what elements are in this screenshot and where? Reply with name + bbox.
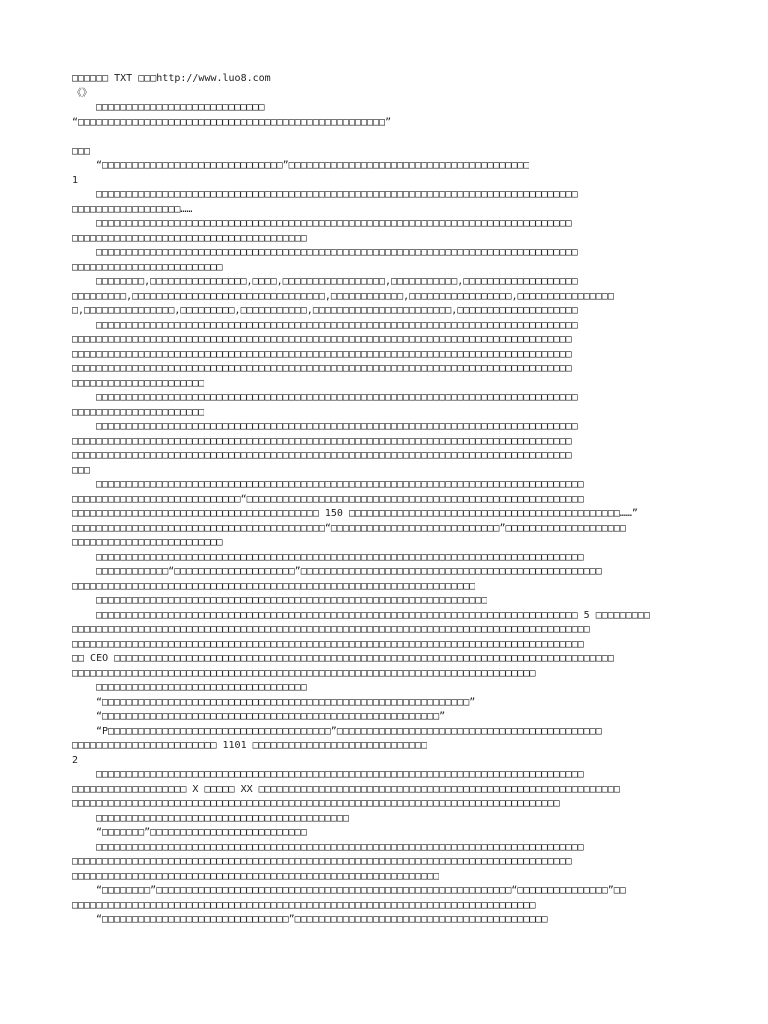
text-line (72, 464, 90, 478)
line-text: □□□□□□□□□□□□□□□□□□□□□□□□□□□□□□□□□□□ (96, 682, 307, 693)
line-text: □□□□□□□□□□□□□□□□□□□□□□□□□□□□□□□□□□□□□□□□□□□□□□□□□□□□□□□□□□□□□□□□□□□□□□□□□□□□□□□□□□□□□ (72, 638, 584, 650)
line-text: □□□□□□□□□□□□□□□□□□□□□□□□□□□□□□□□□□□□□□□ (72, 232, 307, 244)
text-line (96, 884, 626, 898)
text-line (96, 420, 578, 434)
line-text: “P□□□□□□□□□□□□□□□□□□□□□□□□□□□□□□□□□□□□□”□□□□□□□□□□□□□□□□□□□□□□□□□□□□□□□□□□□□□□□□□□□□ (96, 725, 602, 737)
text-line (72, 667, 536, 681)
line-text: □□□□□□□□□□□□□□□□□□□□□□□□□□□□□□□□□□□□□□□□□□“□□□□□□□□□□□□□□□□□□□□□□□□□□□□”□□□□□□□□□□□□□□□□□□□□ (72, 522, 626, 534)
text-line (72, 333, 572, 347)
text-line (72, 493, 584, 507)
text-line (72, 348, 572, 362)
line-text: □□□□□□□□□□□□□□□□□□□□□□□□□□□□□□□□□□□□□□□□□□□□□□□□□□□□□□□□□□□□□□□□□□□□□□□□□□□□□□□□ 5 □□□□□□□□□ (96, 609, 650, 621)
line-text: □□□□□□□□□□□□□□□□□□□□□□□□□□□□□□□□□□□□□□□□□□□□□□□□□□□□□□□□□□□□□□□□□□□□□□□□□□□□□□□□ (96, 319, 578, 331)
line-text: □□□□□□□□□□□□□□□□□□□□□□□□□□□□□□□□□□□□□□□□□□□□□□□□□□□□□□□□□□□□□□□□□□□ (72, 580, 476, 592)
line-text: □□□□□□□□□□□□□□□□□□…… (72, 203, 193, 215)
text-line (96, 551, 584, 565)
text-line (96, 159, 529, 173)
text-line (96, 609, 650, 623)
text-line (96, 768, 584, 782)
line-text: □□□□□□□□□□□□□□□□□□□□□□□□□□□□□□□□□□□□□□□□□□□□□□□□□□□□□□□□□□□□□□□□□□□□□□□□□□□□□□□□□□□ (72, 348, 572, 360)
line-text: □□□□□□□□□□□□□□□□□□□□□□□□□□□□□□□□□□□□□□□□□□□□□□□□□□□□□□□□□□□□□□□□□ (96, 595, 488, 606)
line-text: □□□□□□□□□□□□□□□□□□□□□□□□□ (72, 261, 223, 273)
line-text: □□□□□□□□□□□□□□□□□□□□□□□□□□□□□□□□□□□□□□□□□□□□□□□□□□□□□□□□□□□□□□□□□□□□□□□□□□□□□□□□□□□ (72, 450, 572, 461)
text-line (96, 217, 572, 231)
text-line (72, 522, 626, 536)
text-line (72, 406, 204, 420)
line-text: □□□□□□ TXT □□□http://www.luo8.com (72, 73, 271, 84)
line-text: □□□□□□□□□□□□□□□□□□□□□□□□□□□□□□□□□□□□□□□□□□□□□□□□□□□□□□□□□□□□□□□□□□□□□□□□□□□□□□□□□ (72, 798, 560, 809)
line-text: □□□□□□□□□□□□□□□□□□□□□□ (72, 406, 205, 418)
line-text: 《》 (72, 87, 92, 99)
line-text: □□□□□□□□□□□□□□□□□□□□□□□□□ (72, 537, 223, 548)
text-line (72, 435, 572, 449)
text-line (96, 681, 307, 695)
line-text: □□□ (72, 145, 91, 157)
line-text: □□□□□□□□□□□□□□□□□□□□□□□□□□□□“□□□□□□□□□□□□□□□□□□□□□□□□□□□□□□□□□□□□□□□□□□□□□□□□□□□□□□□□ (72, 493, 584, 505)
text-line (96, 478, 584, 492)
text-line (72, 304, 578, 318)
line-text: □□□□□□□□□□□□□□□□□□□□□□□□□□□□□□□□□□□□□□□□□□□□□□□□□□□□□□□□□□□□□□□□□□□□□□□□□□□□□ (72, 667, 536, 679)
text-line (72, 797, 560, 811)
line-text: □□□□□□□□□□□□□□□□□□□□□□□□□□□□□□□□□□□□□□□□□□□□□□□□□□□□□□□□□□□□□□□□□□□□□□□□□□□□□□□□ (96, 392, 578, 403)
text-line (72, 87, 92, 101)
line-text: □□□□□□□□□□□□□□□□□□□□□□□□□□□□□□□□□□□□□□□□□□□□□□□□□□□□□□□□□□□□□□□□□□□□□□□□□□□□□□□□□ (96, 841, 584, 853)
line-text: “□□□□□□□□”□□□□□□□□□□□□□□□□□□□□□□□□□□□□□□□□□□□□□□□□□□□□□□□□□□□□□□□□□□□“□□□□□□□□□□□□□□□”□□ (96, 885, 626, 896)
text-line (96, 319, 578, 333)
text-line (72, 783, 620, 797)
line-text: □□□□□□□□□□□□□□□□□□□□□□□□□□□□□□□□□□□□□□□□□□ (96, 812, 349, 824)
text-line (72, 232, 307, 246)
text-line (72, 174, 78, 188)
line-text: 2 (72, 754, 79, 766)
text-line (72, 203, 192, 217)
line-text: □□□□□□□□□□□□□□□□□□□□□□□□□□□□□□□□□□□□□□□□□□□□□□□□□□□□□□□□□□□□□□□□□□□□□□□□□□□□□□□□□ (96, 769, 584, 780)
text-line (72, 623, 590, 637)
line-text: □□□□□□□□□□□□□□□□□□□□□□□□□□□□□□□□□□□□□□□□□□□□□□□□□□□□□□□□□□□□□□□□□□□□□□□□□□□□□□□□□□□ (72, 334, 572, 345)
text-line (96, 565, 602, 579)
text-line (96, 710, 445, 724)
line-text: 1 (72, 174, 79, 186)
line-text: □□□□□□□□□□□□□□□□□□□□□□□□ 1101 □□□□□□□□□□□□□□□□□□□□□□□□□□□□□ (72, 740, 428, 751)
text-line (72, 899, 536, 913)
text-line (72, 116, 391, 130)
line-text: □□□□□□□□□□□□□□□□□□□□□□□□□□□□□□□□□□□□□□□□□ 150 □□□□□□□□□□□□□□□□□□□□□□□□□□□□□□□□□□□□□□□□□□□□□……” (72, 508, 638, 519)
line-text: □□□□□□□□□□□□□□□□□□□□□□□□□□□□ (96, 102, 265, 113)
text-line (96, 275, 578, 289)
line-text: “□□□□□□□□□□□□□□□□□□□□□□□□□□□□□□□”□□□□□□□□□□□□□□□□□□□□□□□□□□□□□□□□□□□□□□□□□□ (96, 914, 548, 925)
line-text: □□□□□□□□□□□□“□□□□□□□□□□□□□□□□□□□□”□□□□□□□□□□□□□□□□□□□□□□□□□□□□□□□□□□□□□□□□□□□□□□□□□□ (96, 566, 602, 577)
text-line (96, 188, 578, 202)
line-text: “□□□□□□□□□□□□□□□□□□□□□□□□□□□□□□□□□□□□□□□□□□□□□□□□□□□□□□□□” (96, 711, 446, 722)
text-line (96, 913, 548, 927)
line-text: □□□□□□□□□□□□□□□□□□□□□□□□□□□□□□□□□□□□□□□□□□□□□□□□□□□□□□□□□□□□□□□□□□□□□□□□□□□□□□□□□□□□□□ (72, 624, 590, 635)
text-line (72, 290, 614, 304)
text-line (72, 638, 584, 652)
line-text: □□□□□□□□□□□□□□□□□□□ X □□□□□ XX □□□□□□□□□□□□□□□□□□□□□□□□□□□□□□□□□□□□□□□□□□□□□□□□□□□□□□□□□□□□ (72, 783, 620, 795)
line-text: □□□□□□□□□□□□□□□□□□□□□□□□□□□□□□□□□□□□□□□□□□□□□□□□□□□□□□□□□□□□□□□□□□□□□□□□□□□□□□□□ (96, 189, 578, 200)
line-text: □□ CEO □□□□□□□□□□□□□□□□□□□□□□□□□□□□□□□□□□□□□□□□□□□□□□□□□□□□□□□□□□□□□□□□□□□□□□□□□□□□□□□□□□□ (72, 653, 614, 664)
text-line (72, 72, 271, 86)
line-text: □□□ (72, 464, 91, 476)
line-text: □□□□□□□□□□□□□□□□□□□□□□□□□□□□□□□□□□□□□□□□□□□□□□□□□□□□□□□□□□□□□ (72, 870, 440, 882)
text-line (72, 652, 614, 666)
text-line (96, 841, 584, 855)
text-line (72, 580, 475, 594)
line-text: □□□□□□□□□□□□□□□□□□□□□□□□□□□□□□□□□□□□□□□□□□□□□□□□□□□□□□□□□□□□□□□□□□□□□□□□□□□□□□□□□□□ (72, 363, 572, 374)
text-line (72, 507, 638, 521)
text-line (96, 101, 265, 115)
text-line (72, 754, 78, 768)
text-line (72, 449, 572, 463)
line-text: □□□□□□□□□□□□□□□□□□□□□□□□□□□□□□□□□□□□□□□□□□□□□□□□□□□□□□□□□□□□□□□□□□□□□□□□□□□□□ (72, 899, 536, 911)
text-line (72, 739, 427, 753)
text-line (72, 261, 223, 275)
line-text: “□□□□□□□□□□□□□□□□□□□□□□□□□□□□□□”□□□□□□□□□□□□□□□□□□□□□□□□□□□□□□□□□□□□□□□□ (96, 160, 530, 171)
line-text: □□□□□□□□□□□□□□□□□□□□□□□□□□□□□□□□□□□□□□□□□□□□□□□□□□□□□□□□□□□□□□□□□□□□□□□□□□□□□□□ (96, 218, 572, 229)
text-line (72, 870, 439, 884)
line-text: □,□□□□□□□□□□□□□□□,□□□□□□□□□,□□□□□□□□□□□,□□□□□□□□□□□□□□□□□□□□□□□,□□□□□□□□□□□□□□□□□□□□ (72, 305, 578, 316)
text-line (72, 377, 204, 391)
text-line (96, 696, 475, 710)
line-text: □□□□□□□□□,□□□□□□□□□□□□□□□□□□□□□□□□□□□□□□□□,□□□□□□□□□□□□,□□□□□□□□□□□□□□□□□,□□□□□□□□□□□□□□□□ (72, 290, 614, 302)
line-text: □□□□□□□□□□□□□□□□□□□□□□□□□□□□□□□□□□□□□□□□□□□□□□□□□□□□□□□□□□□□□□□□□□□□□□□□□□□□□□□□□□□ (72, 435, 572, 447)
text-line (72, 145, 90, 159)
line-text: □□□□□□□□,□□□□□□□□□□□□□□□□,□□□□,□□□□□□□□□□□□□□□□□,□□□□□□□□□□□,□□□□□□□□□□□□□□□□□□□ (96, 276, 578, 287)
line-text: □□□□□□□□□□□□□□□□□□□□□□□□□□□□□□□□□□□□□□□□□□□□□□□□□□□□□□□□□□□□□□□□□□□□□□□□□□□□□□□□□ (96, 479, 584, 490)
line-text: □□□□□□□□□□□□□□□□□□□□□□ (72, 377, 205, 389)
line-text: □□□□□□□□□□□□□□□□□□□□□□□□□□□□□□□□□□□□□□□□□□□□□□□□□□□□□□□□□□□□□□□□□□□□□□□□□□□□□□□□□□□ (72, 856, 572, 867)
text-line (96, 391, 578, 405)
line-text: □□□□□□□□□□□□□□□□□□□□□□□□□□□□□□□□□□□□□□□□□□□□□□□□□□□□□□□□□□□□□□□□□□□□□□□□□□□□□□□□ (96, 247, 578, 258)
text-line (72, 362, 572, 376)
text-line (96, 812, 349, 826)
line-text: “□□□□□□□”□□□□□□□□□□□□□□□□□□□□□□□□□□ (96, 827, 307, 838)
text-line (72, 855, 572, 869)
line-text: “□□□□□□□□□□□□□□□□□□□□□□□□□□□□□□□□□□□□□□□□□□□□□□□□□□□” (72, 116, 392, 128)
text-line (96, 725, 602, 739)
text-line (96, 246, 578, 260)
text-line (96, 826, 307, 840)
text-line (96, 594, 487, 608)
text-line (72, 536, 223, 550)
line-text: □□□□□□□□□□□□□□□□□□□□□□□□□□□□□□□□□□□□□□□□□□□□□□□□□□□□□□□□□□□□□□□□□□□□□□□□□□□□□□□□□ (96, 551, 584, 563)
line-text: □□□□□□□□□□□□□□□□□□□□□□□□□□□□□□□□□□□□□□□□□□□□□□□□□□□□□□□□□□□□□□□□□□□□□□□□□□□□□□□□ (96, 421, 578, 432)
line-text: “□□□□□□□□□□□□□□□□□□□□□□□□□□□□□□□□□□□□□□□□□□□□□□□□□□□□□□□□□□□□□” (96, 696, 476, 708)
